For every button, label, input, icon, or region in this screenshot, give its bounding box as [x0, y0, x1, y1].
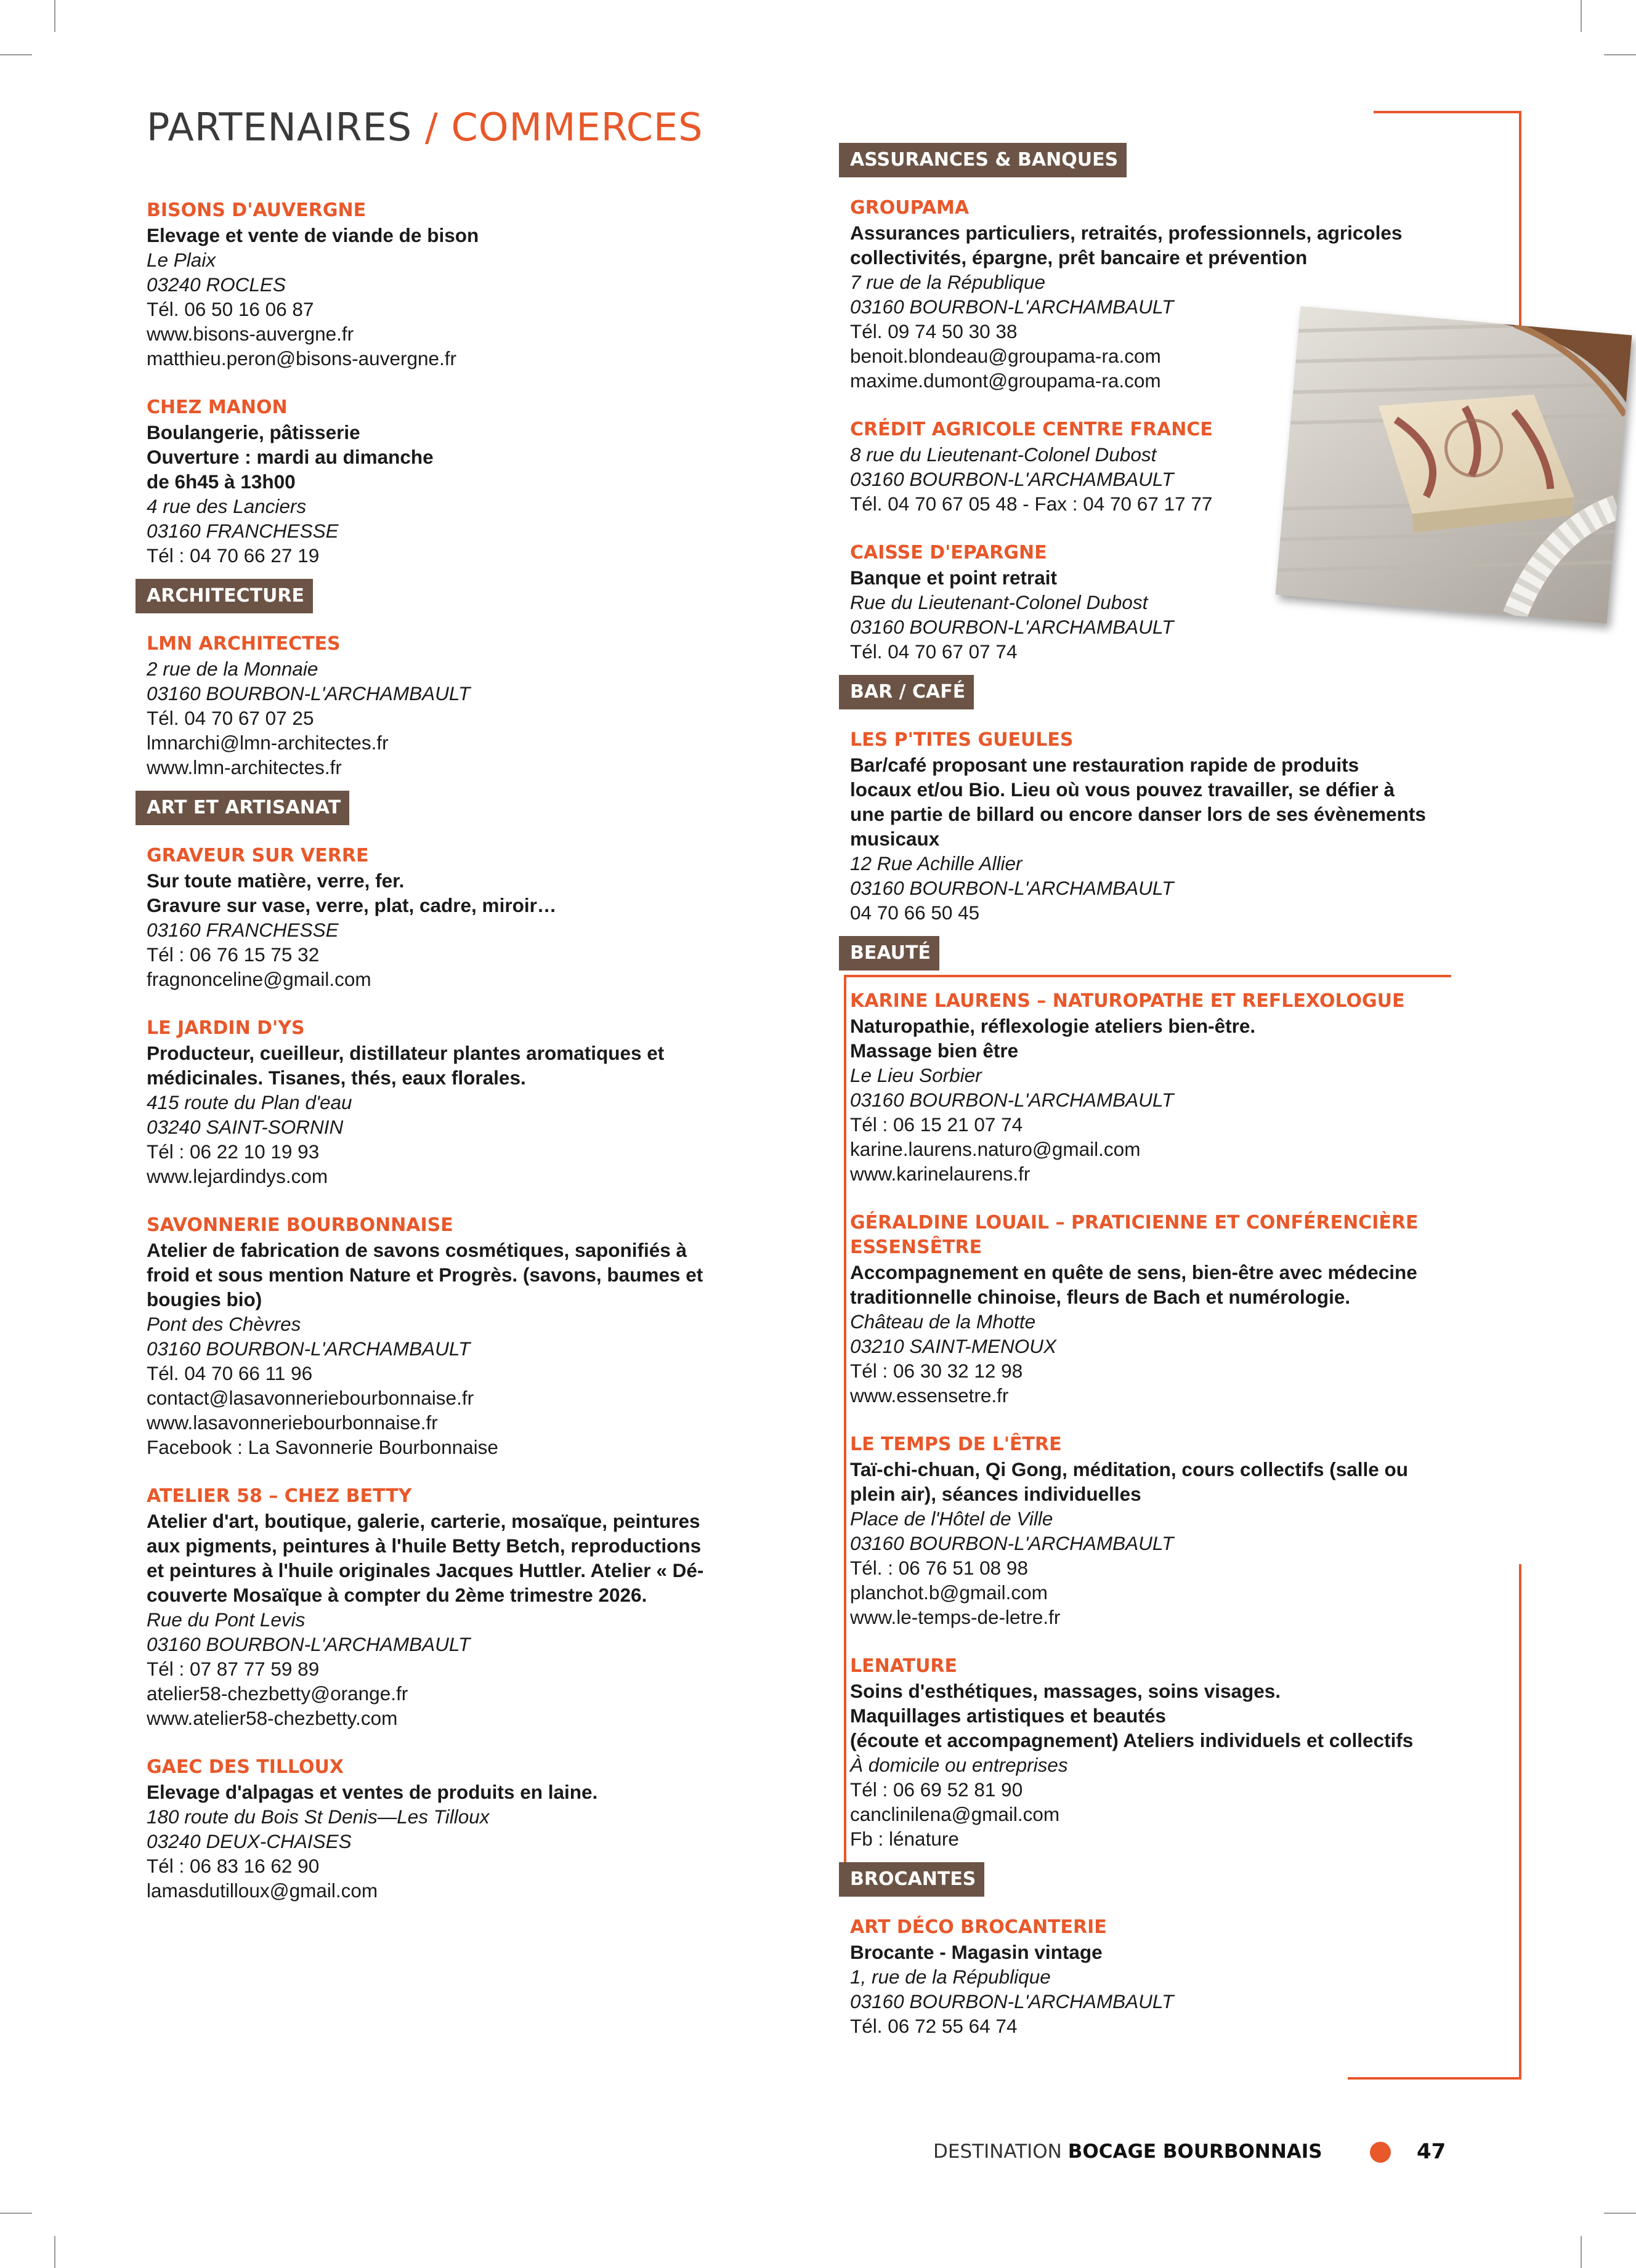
partner-city: 03160 BOURBON-L'ARCHAMBAULT [850, 1990, 1174, 2012]
partner-entry [850, 728, 1503, 925]
partner-phone: Tél : 06 22 10 19 93 [147, 1140, 320, 1163]
partner-phone: Tél : 07 87 77 59 89 [147, 1658, 320, 1680]
partner-description: Producteur, cueilleur, distillateur plantes aromatiques et [147, 1042, 665, 1064]
partner-city: 03160 BOURBON-L'ARCHAMBAULT [850, 1089, 1174, 1111]
partner-description: traditionnelle chinoise, fleurs de Bach et numérologie. [850, 1286, 1351, 1308]
partner-name: LE TEMPS DE L'ÊTRE [850, 1434, 1062, 1455]
partner-phone: Tél : 06 30 32 12 98 [850, 1360, 1023, 1382]
crop-mark [1581, 2236, 1582, 2268]
partner-facebook: Facebook : La Savonnerie Bourbonnaise [147, 1436, 498, 1458]
partner-website: www.lejardindys.com [147, 1165, 328, 1187]
partner-city: 03160 FRANCHESSE [147, 520, 339, 542]
partner-email: atelier58-chezbetty@orange.fr [147, 1682, 408, 1705]
partner-entry [147, 1755, 763, 1903]
crop-mark [0, 54, 32, 55]
category-header: ARCHITECTURE [136, 579, 313, 613]
partner-email: contact@lasavonneriebourbonnaise.fr [147, 1387, 474, 1409]
partner-phone: Tél. 06 72 55 64 74 [850, 2015, 1018, 2037]
crop-mark [54, 2236, 55, 2268]
partner-city: 03160 BOURBON-L'ARCHAMBAULT [850, 468, 1174, 490]
partner-phone: Tél. 06 50 16 06 87 [147, 298, 314, 320]
partner-entry [147, 632, 763, 780]
partner-email: lamasdutilloux@gmail.com [147, 1879, 378, 1902]
partner-phone: Tél. 04 70 67 07 25 [147, 707, 314, 729]
partner-description: Maquillages artistiques et beautés [850, 1705, 1166, 1727]
partner-name: GROUPAMA [850, 197, 970, 219]
partner-phone: Tél : 06 83 16 62 90 [147, 1855, 320, 1877]
partner-city: 03240 DEUX-CHAISES [147, 1830, 352, 1852]
partner-phone: Tél. 04 70 67 07 74 [850, 640, 1018, 663]
partner-description: Ouverture : mardi au dimanche [147, 446, 434, 468]
page-footer [933, 2141, 1322, 2163]
partner-website: www.lmn-architectes.fr [147, 756, 342, 778]
partner-name: GÉRALDINE LOUAIL – PRATICIENNE ET CONFÉRENCIÈRE [850, 1212, 1419, 1233]
crop-mark [1581, 0, 1582, 32]
footer-prefix: DESTINATION [933, 2141, 1068, 2163]
title-main: PARTENAIRES [147, 105, 413, 150]
partner-name: LE JARDIN D'YS [147, 1017, 305, 1039]
partner-entry [147, 1213, 763, 1459]
crop-mark [54, 0, 55, 32]
partner-address: 2 rue de la Monnaie [147, 658, 318, 680]
crop-mark [1604, 54, 1636, 55]
partner-address: Place de l'Hôtel de Ville [850, 1507, 1053, 1530]
partner-website: www.bisons-auvergne.fr [147, 323, 354, 345]
accent-line [844, 975, 846, 1880]
partner-city: 03240 SAINT-SORNIN [147, 1116, 344, 1138]
partner-entry [850, 1432, 1503, 1629]
partner-address: 7 rue de la République [850, 271, 1045, 293]
partner-website: www.lasavonneriebourbonnaise.fr [147, 1411, 438, 1434]
footer-brand: BOCAGE BOURBONNAIS [1067, 2141, 1322, 2163]
partner-description: Brocante - Magasin vintage [850, 1941, 1103, 1963]
left-column [147, 198, 763, 1927]
partner-description: Accompagnement en quête de sens, bien-être avec médecine [850, 1261, 1417, 1283]
partner-city: 03160 BOURBON-L'ARCHAMBAULT [147, 1633, 471, 1655]
partner-description: aux pigments, peintures à l'huile Betty Betch, reproductions [147, 1535, 702, 1557]
partner-description: plein air), séances individuelles [850, 1483, 1141, 1505]
partner-entry [147, 844, 763, 991]
partner-entry [147, 1484, 763, 1730]
partner-name: CAISSE D'EPARGNE [850, 542, 1047, 563]
partner-email: canclinilena@gmail.com [850, 1803, 1060, 1825]
partner-website: www.le-temps-de-letre.fr [850, 1606, 1061, 1628]
partner-address: 4 rue des Lanciers [147, 495, 307, 517]
accent-line [1348, 2077, 1521, 2080]
partner-description: une partie de billard ou encore danser lors de ses évènements [850, 803, 1426, 825]
partner-address: Château de la Mhotte [850, 1310, 1036, 1333]
partner-description: médicinales. Tisanes, thés, eaux florales. [147, 1067, 526, 1089]
partner-description: Atelier de fabrication de savons cosmétiques, saponifiés à [147, 1239, 687, 1261]
partner-description: Bar/café proposant une restauration rapide de produits [850, 754, 1359, 776]
title-separator: / [412, 105, 452, 150]
partner-description: locaux et/ou Bio. Lieu où vous pouvez travailler, se défier à [850, 778, 1395, 801]
partner-city: 03160 BOURBON-L'ARCHAMBAULT [850, 616, 1174, 638]
partner-entry [147, 198, 763, 371]
footer-dot [1370, 2142, 1391, 2163]
partner-description: bougies bio) [147, 1288, 262, 1310]
partner-address: Rue du Lieutenant-Colonel Dubost [850, 591, 1148, 613]
partner-description: Elevage d'alpagas et ventes de produits en laine. [147, 1781, 598, 1803]
partner-email: fragnonceline@gmail.com [147, 968, 371, 990]
partner-description: Massage bien être [850, 1039, 1019, 1062]
partner-name: ATELIER 58 – CHEZ BETTY [147, 1485, 412, 1507]
partner-name: LENATURE [850, 1655, 958, 1677]
partner-address: À domicile ou entreprises [850, 1754, 1068, 1776]
partner-address: 180 route du Bois St Denis—Les Tilloux [147, 1806, 490, 1828]
partner-description: (écoute et accompagnement) Ateliers individuels et collectifs [850, 1729, 1414, 1751]
accent-line [1374, 111, 1521, 113]
partner-name: ART DÉCO BROCANTERIE [850, 1916, 1107, 1938]
partner-phone: Tél. : 06 76 51 08 98 [850, 1557, 1028, 1579]
partner-description: Taï-chi-chuan, Qi Gong, méditation, cours collectifs (salle ou [850, 1458, 1409, 1480]
partner-city: 03160 BOURBON-L'ARCHAMBAULT [850, 877, 1174, 899]
partner-website: www.essensetre.fr [850, 1384, 1009, 1406]
partner-name: CRÉDIT AGRICOLE CENTRE FRANCE [850, 419, 1213, 440]
partner-city: 03160 BOURBON-L'ARCHAMBAULT [850, 296, 1174, 318]
partner-website: www.karinelaurens.fr [850, 1163, 1031, 1185]
partner-phone: Tél : 06 15 21 07 74 [850, 1113, 1023, 1136]
partner-website: www.atelier58-chezbetty.com [147, 1707, 398, 1729]
partner-description: Banque et point retrait [850, 567, 1058, 589]
partner-description: Gravure sur vase, verre, plat, cadre, miroir… [147, 894, 557, 916]
category-header: BROCANTES [839, 1862, 984, 1897]
partner-phone: 04 70 66 50 45 [850, 902, 980, 924]
partner-entry [850, 989, 1503, 1186]
accent-line [1519, 1564, 1521, 2078]
partner-email: maxime.dumont@groupama-ra.com [850, 369, 1161, 392]
partner-address: 8 rue du Lieutenant-Colonel Dubost [850, 443, 1157, 466]
right-column [850, 143, 1503, 2063]
partner-phone: Tél. 09 74 50 30 38 [850, 320, 1018, 342]
partner-entry [850, 196, 1503, 393]
partner-description: Soins d'esthétiques, massages, soins visages. [850, 1680, 1281, 1702]
partner-name: LMN ARCHITECTES [147, 633, 341, 655]
partner-name: GRAVEUR SUR VERRE [147, 845, 369, 866]
partner-facebook: Fb : lénature [850, 1828, 959, 1850]
partner-address: Rue du Pont Levis [147, 1608, 306, 1631]
category-header: ART ET ARTISANAT [136, 791, 349, 825]
partner-name: LES P'TITES GUEULES [850, 729, 1074, 751]
partner-description: Atelier d'art, boutique, galerie, carterie, mosaïque, peintures [147, 1510, 700, 1532]
partner-description: et peintures à l'huile originales Jacques Huttler. Atelier « Dé- [147, 1559, 704, 1581]
partner-phone: Tél : 04 70 66 27 19 [147, 544, 320, 567]
partner-entry [850, 418, 1503, 516]
partner-description: Naturopathie, réflexologie ateliers bien-être. [850, 1015, 1256, 1037]
partner-entry [850, 1654, 1503, 1851]
partner-entry [850, 1915, 1503, 2038]
partner-description: froid et sous mention Nature et Progrès. (savons, baumes et [147, 1264, 703, 1286]
crop-mark [0, 2213, 32, 2214]
partner-entry [850, 1211, 1503, 1408]
page-number: 47 [1417, 2139, 1446, 2164]
partner-description: collectivités, épargne, prêt bancaire et prévention [850, 246, 1308, 268]
partner-city: 03160 FRANCHESSE [147, 919, 339, 941]
partner-name: SAVONNERIE BOURBONNAISE [147, 1214, 453, 1236]
partner-city: 03210 SAINT-MENOUX [850, 1335, 1056, 1357]
partner-phone: Tél. 04 70 66 11 96 [147, 1362, 313, 1384]
category-header: ASSURANCES & BANQUES [839, 143, 1127, 177]
partner-address: Pont des Chèvres [147, 1313, 301, 1335]
partner-description: Boulangerie, pâtisserie [147, 421, 360, 443]
partner-description: Sur toute matière, verre, fer. [147, 870, 405, 892]
title-accent: COMMERCES [451, 105, 703, 150]
partner-email: lmnarchi@lmn-architectes.fr [147, 732, 389, 754]
partner-email: planchot.b@gmail.com [850, 1581, 1048, 1604]
partner-address: 1, rue de la République [850, 1966, 1051, 1988]
partner-phone: Tél. 04 70 67 05 48 - Fax : 04 70 67 17 77 [850, 493, 1213, 515]
partner-entry [850, 541, 1503, 664]
partner-description: Assurances particuliers, retraités, professionnels, agricoles [850, 222, 1403, 244]
partner-entry [147, 395, 763, 568]
partner-entry [147, 1016, 763, 1188]
partner-email: benoit.blondeau@groupama-ra.com [850, 345, 1161, 367]
partner-name: BISONS D'AUVERGNE [147, 200, 366, 221]
partner-phone: Tél : 06 69 52 81 90 [850, 1778, 1023, 1801]
partner-address: 12 Rue Achille Allier [850, 852, 1022, 874]
partner-city: 03160 BOURBON-L'ARCHAMBAULT [850, 1532, 1174, 1554]
partner-description: couverte Mosaïque à compter du 2ème trimestre 2026. [147, 1584, 647, 1606]
partner-name: CHEZ MANON [147, 397, 288, 418]
partner-description: de 6h45 à 13h00 [147, 470, 296, 493]
partner-email: matthieu.peron@bisons-auvergne.fr [147, 347, 457, 369]
partner-address: Le Lieu Sorbier [850, 1064, 982, 1086]
category-header: BAR / CAFÉ [839, 675, 974, 709]
partner-brand: ESSENSÊTRE [850, 1237, 982, 1258]
partner-address: Le Plaix [147, 249, 216, 271]
partner-city: 03240 ROCLES [147, 273, 286, 296]
partner-phone: Tél : 06 76 15 75 32 [147, 943, 320, 966]
partner-description: musicaux [850, 828, 940, 850]
partner-email: karine.laurens.naturo@gmail.com [850, 1138, 1141, 1160]
category-header: BEAUTÉ [839, 936, 939, 971]
partner-city: 03160 BOURBON-L'ARCHAMBAULT [147, 682, 471, 704]
partner-name: GAEC DES TILLOUX [147, 1756, 344, 1778]
partner-name: KARINE LAURENS – NATUROPATHE ET REFLEXOLOGUE [850, 990, 1405, 1012]
crop-mark [1604, 2213, 1636, 2214]
partner-address: 415 route du Plan d'eau [147, 1091, 352, 1113]
page-title [147, 105, 703, 150]
partner-city: 03160 BOURBON-L'ARCHAMBAULT [147, 1338, 471, 1360]
partner-description: Elevage et vente de viande de bison [147, 224, 479, 246]
